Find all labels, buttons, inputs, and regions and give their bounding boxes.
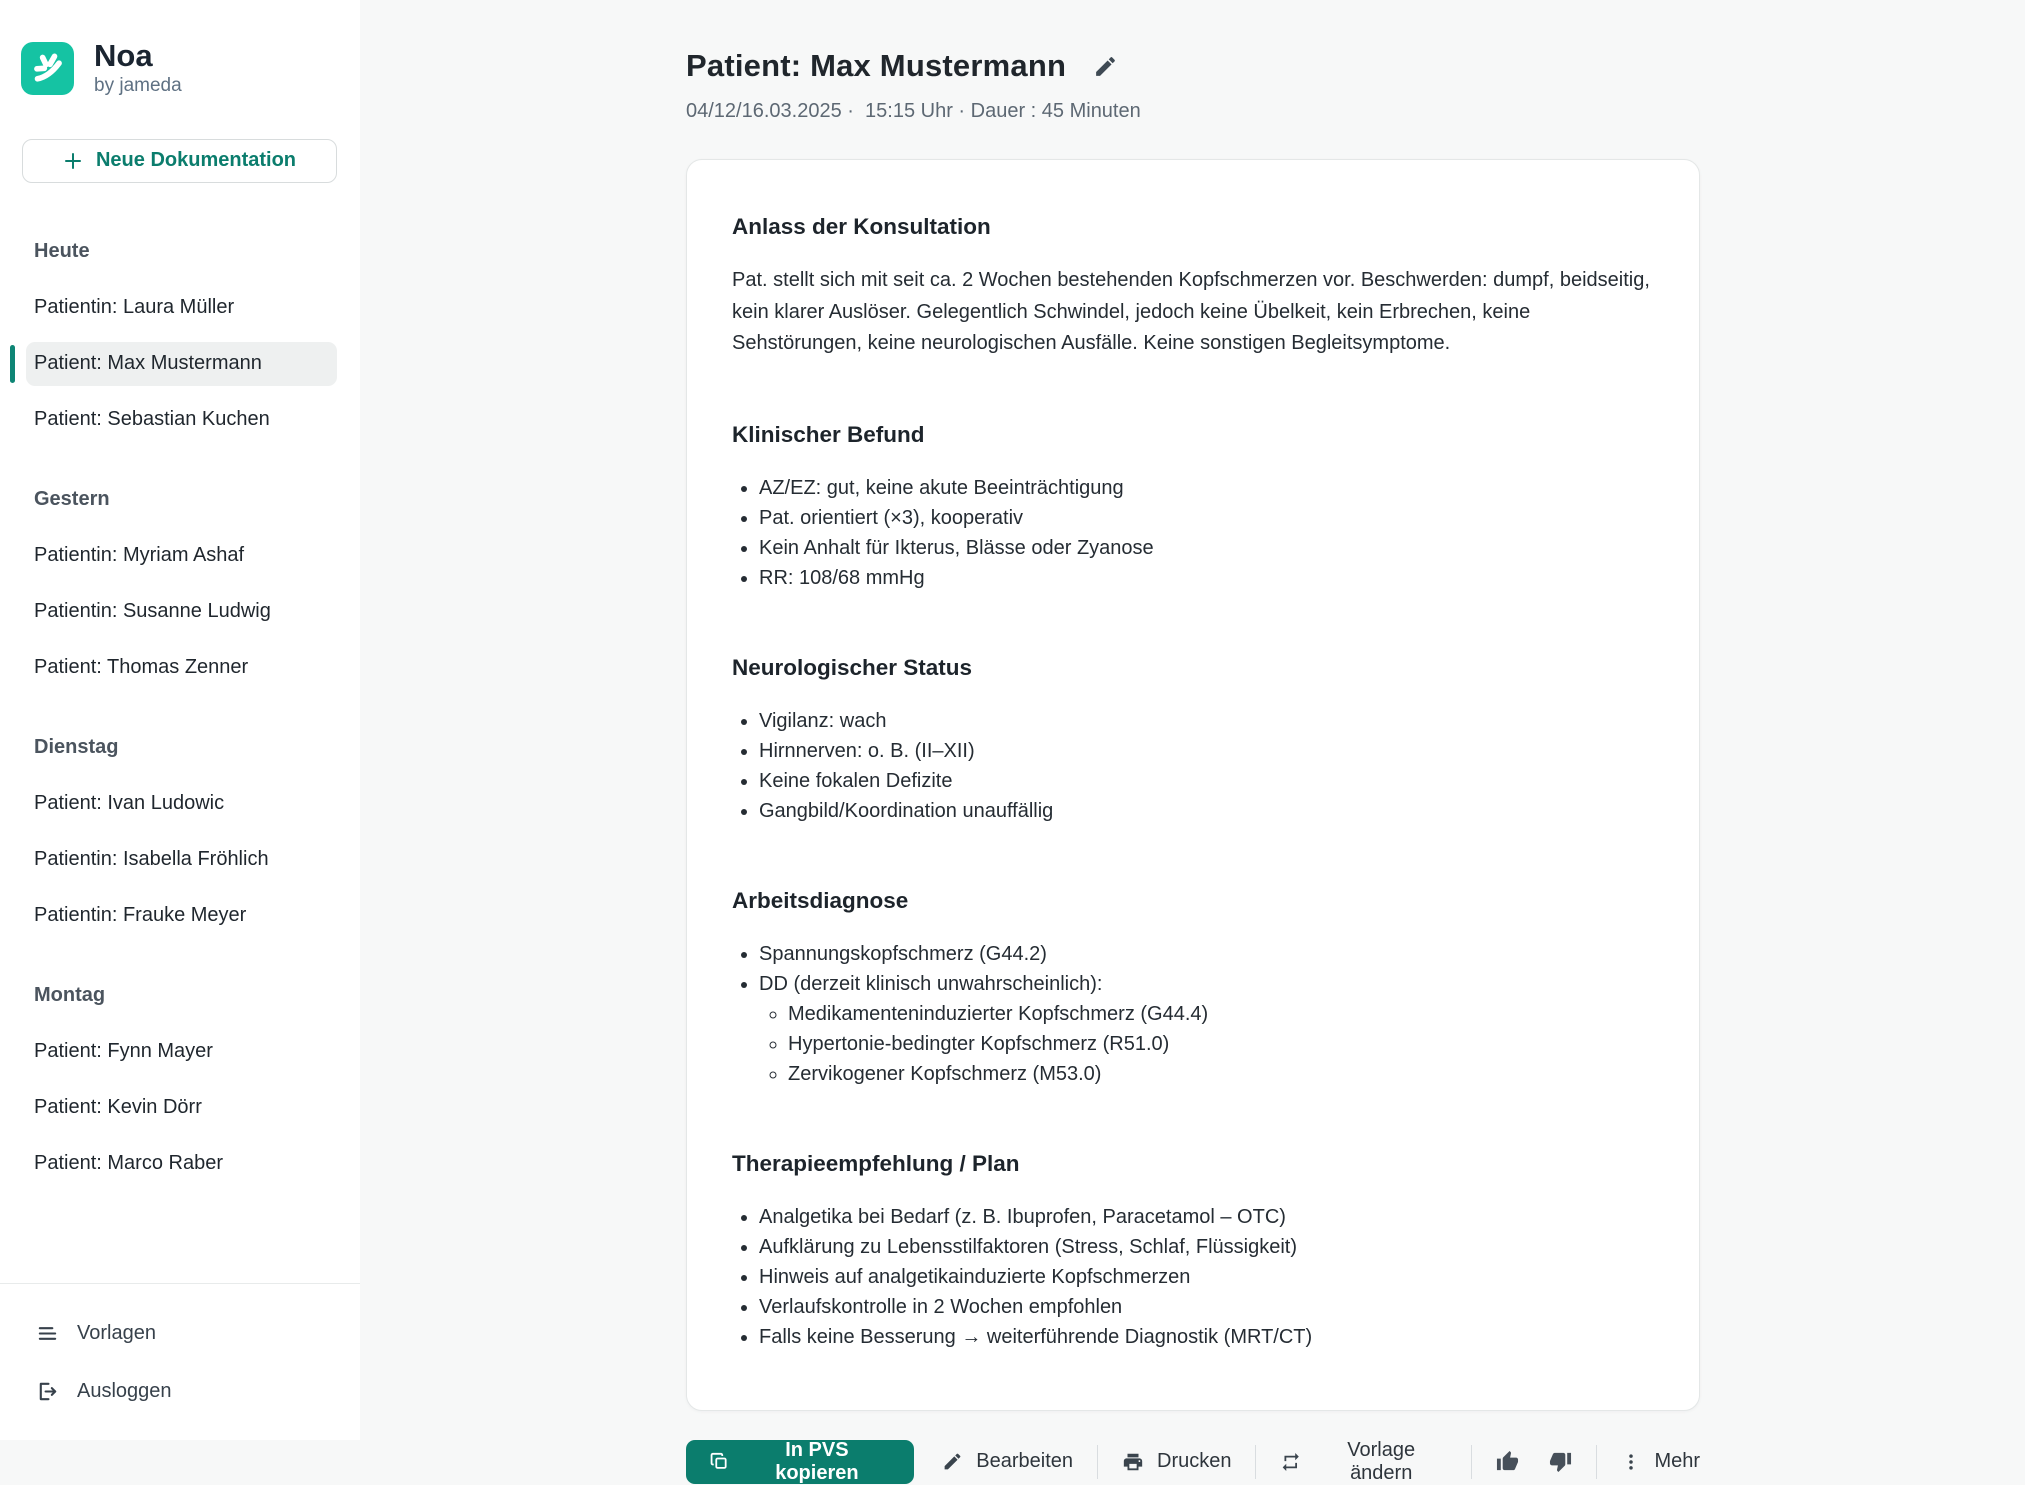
patient-list [0,183,360,1283]
patient-item-thomas-zenner[interactable]: Patient: Thomas Zenner [26,646,337,690]
bullet-item: • Kein Anhalt für Ikterus, Blässe oder Zyanose [759,533,1654,563]
bullet-item: • Vigilanz: wach [759,706,1654,736]
bullet-item: • Hinweis auf analgetikainduzierte Kopfschmerzen [759,1262,1654,1292]
bullet-item: • Analgetika bei Bedarf (z. B. Ibuprofen, Paracetamol – OTC) [759,1202,1654,1232]
app-name: Noa [94,40,182,73]
group-label: Heute [0,230,360,274]
group-tuesday [0,726,360,938]
patient-item-fynn-mayer[interactable]: Patient: Fynn Mayer [26,1030,337,1074]
change-template-button[interactable] [1280,1439,1447,1485]
print-button[interactable] [1122,1450,1231,1473]
bullet-item [759,969,1654,1089]
brand [0,0,360,97]
section-heading: Anlass der Konsultation [732,214,1654,240]
bullet-item: • Pat. orientiert (×3), kooperativ [759,503,1654,533]
thumbs-up-button[interactable] [1496,1450,1519,1473]
app-byline: by jameda [94,75,182,97]
bullet-list [732,939,1654,1089]
toolbar-separator [1097,1445,1098,1479]
edit-title-button[interactable] [1093,54,1118,79]
section-neurologischer-status [732,655,1654,826]
section-arbeitsdiagnose [732,888,1654,1089]
patient-item-sebastian-kuchen[interactable]: Patient: Sebastian Kuchen [26,398,337,442]
bullet-item: • Falls keine Besserung → weiterführende Diagnostik (MRT/CT) [759,1322,1654,1352]
copy-to-pvs-button[interactable] [686,1440,914,1484]
section-heading: Klinischer Befund [732,422,1654,448]
patient-item-susanne-ludwig[interactable]: Patientin: Susanne Ludwig [26,590,337,634]
section-paragraph: Pat. stellt sich mit seit ca. 2 Wochen bestehenden Kopfschmerzen vor. Beschwerden: dumpf, beidseitig, kein klarer Auslöser. Gelegentlich Schwindel, jedoch keine Übelkeit, kein Erbrechen, keine Sehstörungen, keine neurologischen Ausfälle. Keine sonstigen Begleitsymptome. [732,265,1654,360]
thumbs-down-icon [1549,1450,1572,1473]
list-icon [36,1322,59,1345]
logout-button[interactable] [0,1362,360,1420]
patient-item-laura-mueller[interactable]: Patientin: Laura Müller [26,286,337,330]
section-heading: Neurologischer Status [732,655,1654,681]
bullet-item: • AZ/EZ: gut, keine akute Beeinträchtigung [759,473,1654,503]
sub-bullet-item: ◦ Hypertonie-bedingter Kopfschmerz (R51.0) [788,1029,1654,1059]
appointment-meta: 04/12/16.03.2025 · 15:15 Uhr · Dauer : 45 Minuten [686,100,2025,123]
bullet-item: • Hirnnerven: o. B. (II–XII) [759,736,1654,766]
patient-item-marco-raber[interactable]: Patient: Marco Raber [26,1142,337,1186]
sidebar-footer [0,1283,360,1440]
thumbs-down-button[interactable] [1549,1450,1572,1473]
action-toolbar [686,1439,1700,1485]
toolbar-separator [1471,1445,1472,1479]
patient-item-isabella-froehlich[interactable]: Patientin: Isabella Fröhlich [26,838,337,882]
patient-item-max-mustermann[interactable]: Patient: Max Mustermann [26,342,337,386]
patient-item-myriam-ashaf[interactable]: Patientin: Myriam Ashaf [26,534,337,578]
section-therapieempfehlung [732,1151,1654,1352]
group-monday [0,974,360,1186]
section-klinischer-befund [732,422,1654,593]
edit-button[interactable] [942,1450,1073,1473]
new-documentation-button[interactable] [22,139,337,183]
section-anlass [732,214,1654,360]
repeat-icon [1280,1451,1301,1473]
brand-text [94,40,182,97]
bullet-item: • Spannungskopfschmerz (G44.2) [759,939,1654,969]
group-today [0,230,360,442]
pencil-icon [1093,54,1118,79]
more-button[interactable] [1621,1450,1700,1473]
group-yesterday [0,478,360,690]
copy-to-pvs-label: In PVS kopieren [743,1439,892,1485]
bullet-item: • Verlaufskontrolle in 2 Wochen empfohlen [759,1292,1654,1322]
kebab-menu-icon [1621,1452,1641,1472]
group-label: Montag [0,974,360,1018]
page-title: Patient: Max Mustermann [686,48,1066,84]
group-label: Dienstag [0,726,360,770]
bullet-item: • Aufklärung zu Lebensstilfaktoren (Stress, Schlaf, Flüssigkeit) [759,1232,1654,1262]
bullet-list [732,706,1654,826]
more-label: Mehr [1654,1450,1700,1473]
patient-item-kevin-doerr[interactable]: Patient: Kevin Dörr [26,1086,337,1130]
sub-bullet-item: ◦ Zervikogener Kopfschmerz (M53.0) [788,1059,1654,1089]
thumbs-up-icon [1496,1450,1519,1473]
printer-icon [1122,1451,1144,1473]
sub-bullet-item: ◦ Medikamenteninduzierter Kopfschmerz (G44.4) [788,999,1654,1029]
section-heading: Therapieempfehlung / Plan [732,1151,1654,1177]
sidebar [0,0,360,1440]
toolbar-separator [1255,1445,1256,1479]
edit-label: Bearbeiten [976,1450,1073,1473]
logout-icon [36,1380,59,1403]
bullet-list [732,1202,1654,1352]
main-content [360,0,2025,1440]
patient-item-ivan-ludowic[interactable]: Patient: Ivan Ludowic [26,782,337,826]
bullet-list [732,473,1654,593]
toolbar-separator [1596,1445,1597,1479]
bullet-item: • RR: 108/68 mmHg [759,563,1654,593]
group-label: Gestern [0,478,360,522]
copy-icon [709,1451,730,1472]
bullet-item: • Gangbild/Koordination unauffällig [759,796,1654,826]
documentation-card [686,159,1700,1411]
bullet-item: • Keine fokalen Defizite [759,766,1654,796]
plus-icon [63,151,83,171]
print-label: Drucken [1157,1450,1231,1473]
section-heading: Arbeitsdiagnose [732,888,1654,914]
sub-bullet-list [759,999,1654,1089]
new-documentation-label: Neue Dokumentation [96,149,296,172]
logout-label: Ausloggen [77,1380,172,1403]
patient-item-frauke-meyer[interactable]: Patientin: Frauke Meyer [26,894,337,938]
jameda-logo-icon [21,42,74,95]
pencil-icon [942,1451,963,1472]
bullet-text: DD (derzeit klinisch unwahrscheinlich): [759,973,1102,995]
change-template-label: Vorlage ändern [1315,1439,1448,1485]
templates-label: Vorlagen [77,1322,156,1345]
templates-button[interactable] [0,1304,360,1362]
